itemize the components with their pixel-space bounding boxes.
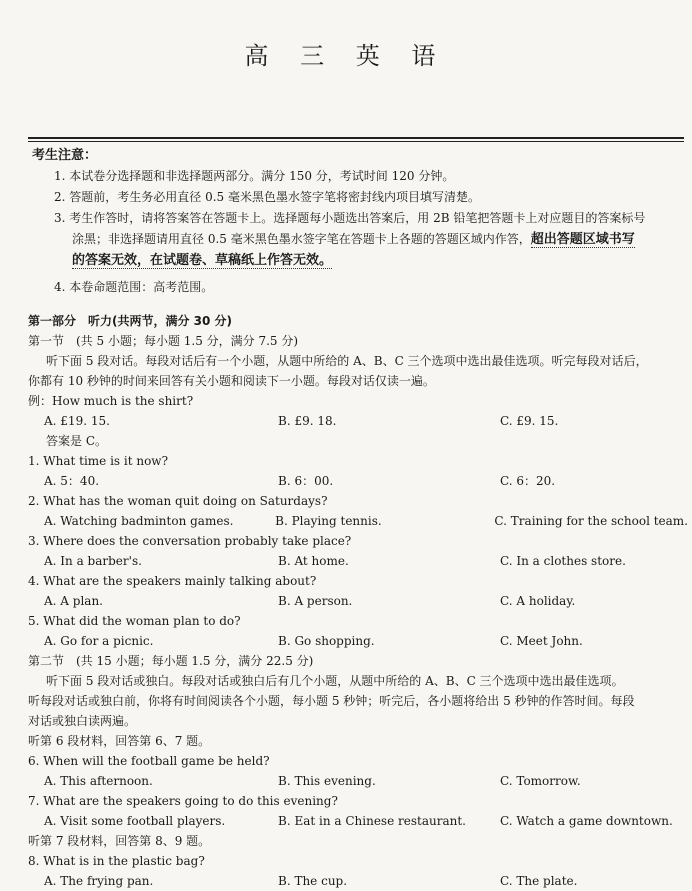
option-a: A. Visit some football players. [44, 814, 226, 828]
option-b: B. 6：00. [278, 474, 334, 488]
example-options [28, 411, 688, 431]
question-4: 4. What are the speakers mainly talking about? [28, 574, 317, 588]
option-a: A. Watching badminton games. [44, 514, 234, 528]
option-a: A. In a barber's. [44, 554, 142, 568]
notice-item-1: 1. 本试卷分选择题和非选择题两部分。满分 150 分，考试时间 120 分钟。 [54, 169, 455, 183]
option-a: A. 5：40. [44, 474, 100, 488]
option-a: A. This afternoon. [44, 774, 153, 788]
question-2-options [28, 511, 688, 531]
notice-item-3-text: 涂黑；非选择题请用直径 0.5 毫米黑色墨水签字笔在答题卡上各题的答题区域内作答， [72, 232, 531, 246]
option-b: B. Playing tennis. [275, 514, 382, 528]
page-title: 高 三 英 语 [244, 42, 448, 70]
question-7-options [28, 811, 688, 831]
option-c: C. Tomorrow. [500, 774, 581, 788]
section1-instruction-cont: 你都有 10 秒钟的时间来回答有关小题和阅读下一小题。每段对话仅读一遍。 [28, 374, 435, 388]
section2-instruction-cont: 听每段对话或独白前，你将有时间阅读各个小题，每小题 5 秒钟；听完后，各小题将给出 5 秒钟的作答时间。每段 [28, 694, 635, 708]
question-8-options [28, 871, 688, 891]
option-a: A. The frying pan. [44, 874, 154, 888]
example-answer: 答案是 C。 [46, 434, 107, 448]
material-7-heading: 听第 7 段材料，回答第 8、9 题。 [28, 834, 211, 848]
question-6-options [28, 771, 688, 791]
question-2: 2. What has the woman quit doing on Saturdays? [28, 494, 328, 508]
material-6-heading: 听第 6 段材料，回答第 6、7 题。 [28, 734, 211, 748]
header-rule-thick [28, 137, 684, 139]
notice-emphasis-2: 的答案无效，在试题卷、草稿纸上作答无效。 [72, 253, 333, 268]
option-a: A. A plan. [44, 594, 103, 608]
notice-item-3-cont2 [32, 250, 687, 271]
notice-emphasis-1: 超出答题区域书写 [530, 232, 635, 247]
option-c: C. Training for the school team. [494, 514, 688, 528]
question-3: 3. Where does the conversation probably take place? [28, 534, 352, 548]
option-b: B. £9. 18. [278, 414, 337, 428]
notice-item-3-cont [32, 229, 687, 250]
section1-heading: 第一节 (共 5 小题；每小题 1.5 分，满分 7.5 分) [28, 334, 299, 348]
notice-item-4: 4. 本卷命题范围：高考范围。 [54, 280, 214, 294]
option-a: A. Go for a picnic. [44, 634, 154, 648]
question-8: 8. What is in the plastic bag? [28, 854, 205, 868]
question-1-options [28, 471, 688, 491]
option-b: B. A person. [278, 594, 353, 608]
notice-heading: 考生注意： [32, 148, 98, 163]
option-b: B. Go shopping. [278, 634, 375, 648]
question-5: 5. What did the woman plan to do? [28, 614, 241, 628]
section2-instruction-cont2: 对话或独白读两遍。 [28, 714, 137, 728]
option-b: B. At home. [278, 554, 349, 568]
option-b: B. The cup. [278, 874, 348, 888]
header-rule-thin [28, 141, 684, 142]
notice-item-3: 3. 考生作答时，请将答案答在答题卡上。选择题每小题选出答案后，用 2B 铅笔把答题卡上对应题目的答案标号 [54, 211, 646, 225]
question-1: 1. What time is it now? [28, 454, 169, 468]
listening-part [28, 311, 688, 891]
option-c: C. Watch a game downtown. [500, 814, 673, 828]
question-7: 7. What are the speakers going to do this evening? [28, 794, 338, 808]
option-c: C. £9. 15. [500, 414, 559, 428]
option-b: B. Eat in a Chinese restaurant. [278, 814, 466, 828]
question-3-options [28, 551, 688, 571]
section2-instruction: 听下面 5 段对话或独白。每段对话或独白后有几个小题，从题中所给的 A、B、C 三个选项中选出最佳选项。 [46, 674, 624, 688]
option-c: C. The plate. [500, 874, 578, 888]
example-question: 例：How much is the shirt? [28, 394, 194, 408]
question-5-options [28, 631, 688, 651]
option-c: C. A holiday. [500, 594, 576, 608]
part1-heading: 第一部分 听力(共两节，满分 30 分) [28, 314, 233, 328]
option-c: C. 6：20. [500, 474, 556, 488]
notice-block [32, 146, 687, 298]
option-b: B. This evening. [278, 774, 376, 788]
question-4-options [28, 591, 688, 611]
notice-item-2: 2. 答题前，考生务必用直径 0.5 毫米黑色墨水签字笔将密封线内项目填写清楚。 [54, 190, 480, 204]
option-c: C. In a clothes store. [500, 554, 626, 568]
section2-heading: 第二节 (共 15 小题；每小题 1.5 分，满分 22.5 分) [28, 654, 314, 668]
option-c: C. Meet John. [500, 634, 583, 648]
option-a: A. £19. 15. [44, 414, 110, 428]
section1-instruction: 听下面 5 段对话。每段对话后有一个小题，从题中所给的 A、B、C 三个选项中选出最佳选项。听完每段对话后， [46, 354, 648, 368]
question-6: 6. When will the football game be held? [28, 754, 270, 768]
